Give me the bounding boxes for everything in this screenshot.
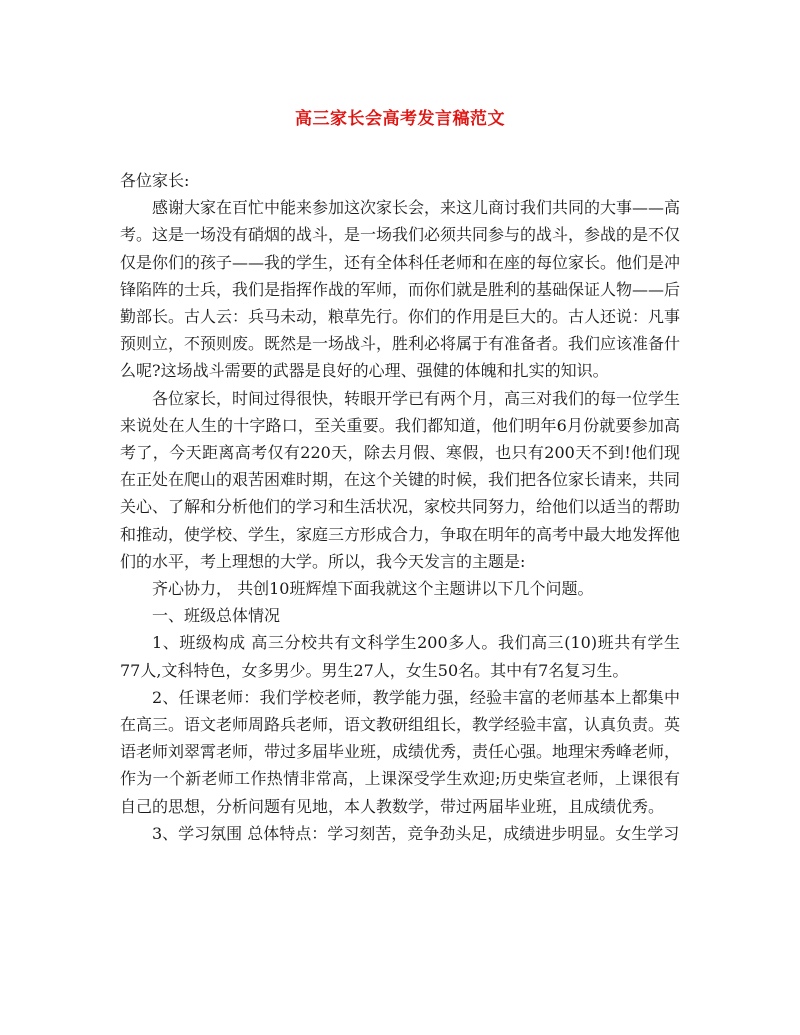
paragraph-teachers: 2、任课老师：我们学校老师，教学能力强，经验丰富的老师基本上都集中在高三。语文老师周路兵老师，语文教研组组长，教学经验丰富，认真负责。英语老师刘翠霄老师，带过多届毕业班，成绩优秀，责任心强。地理宋秀峰老师，作为一个新老师工作热情非常高，上课深受学生欢迎;历史柴宣老师，上课很有自己的思想，分析问题有见地，本人教数学，带过两届毕业班，且成绩优秀。 bbox=[120, 687, 681, 816]
document-body bbox=[120, 167, 680, 847]
salutation: 各位家长: bbox=[120, 171, 190, 190]
section-heading-class-overview: 一、班级总体情况 bbox=[152, 606, 281, 626]
paragraph-theme: 齐心协力， 共创10班辉煌下面我就这个主题讲以下几个问题。 bbox=[152, 579, 594, 599]
paragraph-class-composition: 1、班级构成 高三分校共有文科学生200多人。我们高三(10)班共有学生77人,文科特色，女多男少。男生27人，女生50名。其中有7名复习生。 bbox=[120, 633, 680, 680]
paragraph-time: 各位家长，时间过得很快，转眼开学已有两个月，高三对我们的每一位学生来说处在人生的十字路口，至关重要。我们都知道，他们明年6月份就要参加高考了，今天距离高考仅有220天，除去月假、寒假，也只有200天不到!他们现在正处在爬山的艰苦困难时期，在这个关键的时候，我们把各位家长请来，共同关心、了解和分析他们的学习和生活状况，家校共同努力，给他们以适当的帮助和推动，使学校、学生，家庭三方形成合力，争取在明年的高考中最大地发挥他们的水平，考上理想的大学。所以，我今天发言的主题是: bbox=[120, 388, 681, 571]
document-title: 高三家长会高考发言稿范文 bbox=[295, 109, 505, 129]
paragraph-intro: 感谢大家在百忙中能来参加这次家长会，来这儿商讨我们共同的大事——高考。这是一场没有硝烟的战斗，是一场我们必须共同参与的战斗，参战的是不仅仅是你们的孩子——我的学生，还有全体科任老师和在座的每位家长。他们是冲锋陷阵的士兵，我们是指挥作战的军师，而你们就是胜利的基础保证人物——后勤部长。古人云：兵马未动，粮草先行。你们的作用是巨大的。古人还说：凡事预则立，不预则废。既然是一场战斗，胜利必将属于有准备者。我们应该准备什么呢?这场战斗需要的武器是良好的心理、强健的体魄和扎实的知识。 bbox=[120, 198, 681, 381]
paragraph-study-atmosphere: 3、学习氛围 总体特点：学习刻苦，竞争劲头足，成绩进步明显。女生学习 bbox=[152, 823, 680, 843]
